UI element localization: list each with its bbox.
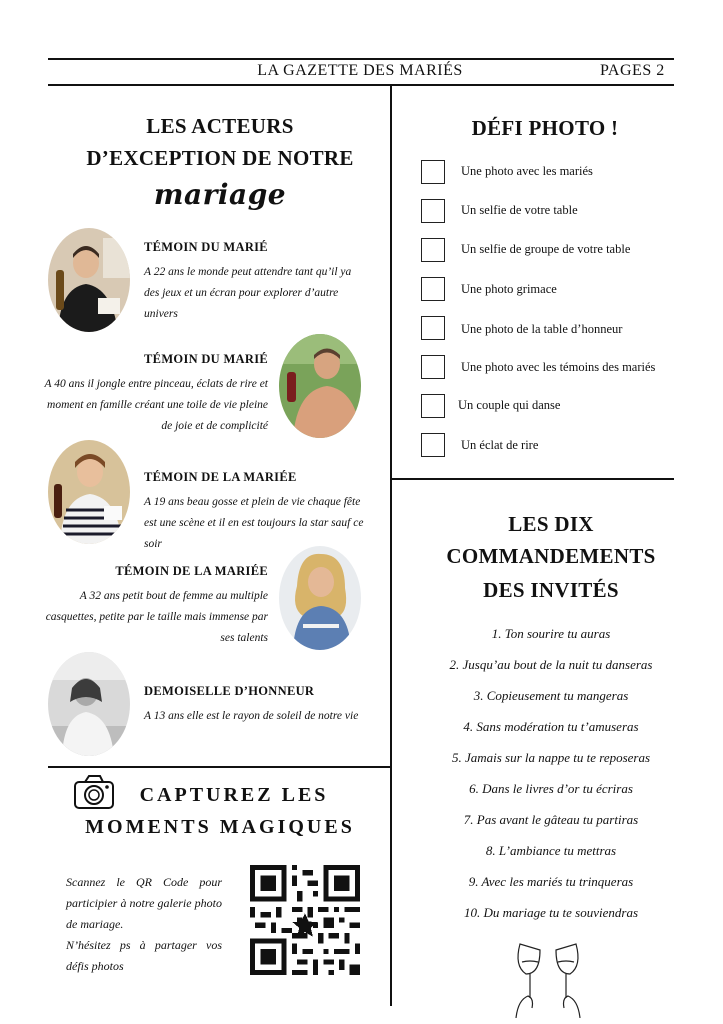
- commandements-title-line1: LES DIX: [508, 512, 594, 536]
- gazette-title: LA GAZETTE DES MARIÉS: [257, 62, 463, 79]
- page-number: PAGES 2: [600, 62, 665, 79]
- desc-line: des jeux et un écran pour explorer d’autre: [144, 287, 339, 299]
- person-role: DEMOISELLE D’HONNEUR: [144, 684, 315, 698]
- column-divider: [390, 86, 392, 1006]
- left-section-divider: [48, 766, 390, 768]
- capture-title-line1: CAPTUREZ LES: [139, 784, 329, 806]
- checkbox-selfie-table[interactable]: [421, 199, 445, 223]
- scan-line: Scannez le QR Code pour participier à notre galerie photo de mariage.: [66, 875, 222, 931]
- commandement-item: 6. Dans le livres d’or tu écriras: [469, 781, 633, 796]
- defi-item: Une photo avec les témoins des mariés: [461, 360, 656, 374]
- photo-temoin-mariee-1: [48, 440, 130, 544]
- desc-line: moment en famille créant une toile de vie pleine: [47, 399, 268, 411]
- header-top-rule: [48, 58, 674, 60]
- desc-line: A 22 ans le monde peut attendre tant qu’il ya: [144, 266, 352, 278]
- checkbox-photo-grimace[interactable]: [421, 277, 445, 301]
- desc-line: soir: [144, 538, 162, 550]
- person-role: TÉMOIN DU MARIÉ: [144, 240, 268, 254]
- scan-instructions: [66, 872, 222, 977]
- desc-line: est une scène et il en est toujours la star sauf ce: [144, 517, 364, 529]
- portrait-icon: [48, 652, 130, 756]
- toast-glasses-icon: [496, 938, 600, 1018]
- defi-item: Une photo de la table d’honneur: [461, 322, 623, 336]
- defi-item: Une photo grimace: [461, 282, 557, 296]
- defi-item: Un selfie de groupe de votre table: [461, 242, 631, 256]
- commandement-item: 10. Du mariage tu te souviendras: [463, 905, 639, 920]
- checkbox-temoins[interactable]: [421, 355, 445, 379]
- portrait-icon: [48, 228, 130, 332]
- desc-line: casquettes, petite par le taille mais immense par: [45, 611, 268, 623]
- commandement-item: 5. Jamais sur la nappe tu te reposeras: [451, 750, 651, 765]
- commandement-item: 1. Ton sourire tu auras: [491, 626, 611, 641]
- header-bottom-rule: [48, 84, 674, 86]
- checkbox-photo-maries[interactable]: [421, 160, 445, 184]
- portrait-icon: [48, 440, 130, 544]
- acteurs-title-line1: LES ACTEURS: [146, 114, 294, 138]
- portrait-icon: [279, 334, 361, 438]
- defi-item: Un couple qui danse: [458, 398, 561, 412]
- desc-line: A 32 ans petit bout de femme au multiple: [79, 590, 268, 602]
- desc-line: ses talents: [220, 632, 268, 644]
- person-role: TÉMOIN DU MARIÉ: [144, 352, 268, 366]
- desc-line: A 19 ans beau gosse et plein de vie chaque fête: [144, 496, 361, 508]
- commandements-title-line3: DES INVITÉS: [483, 578, 619, 602]
- person-desc: [144, 262, 380, 325]
- person-desc: [144, 492, 380, 555]
- acteurs-title-line2: D’EXCEPTION DE NOTRE: [86, 146, 354, 170]
- commandement-item: 2. Jusqu’au bout de la nuit tu danseras: [449, 657, 653, 672]
- defi-item: Un selfie de votre table: [461, 203, 578, 217]
- person-desc: [34, 374, 268, 437]
- photo-temoin-marie-1: [48, 228, 130, 332]
- person-desc: [34, 586, 268, 649]
- commandement-item: 3. Copieusement tu mangeras: [473, 688, 629, 703]
- commandements-title-line2: COMMANDEMENTS: [446, 544, 656, 568]
- checkbox-table-honneur[interactable]: [421, 316, 445, 340]
- photo-demoiselle-honneur: [48, 652, 130, 756]
- person-role: TÉMOIN DE LA MARIÉE: [115, 564, 268, 578]
- commandement-item: 8. L’ambiance tu mettras: [485, 843, 617, 858]
- checkbox-eclat-rire[interactable]: [421, 433, 445, 457]
- defi-item: Une photo avec les mariés: [461, 164, 593, 178]
- commandement-item: 9. Avec les mariés tu trinqueras: [468, 874, 634, 889]
- commandement-item: 7. Pas avant le gâteau tu partiras: [463, 812, 639, 827]
- qr-code-icon: [250, 865, 360, 975]
- commandement-item: 4. Sans modération tu t’amuseras: [463, 719, 639, 734]
- scan-line: N’hésitez ps à partager vos défis photos: [66, 938, 222, 973]
- photo-temoin-marie-2: [279, 334, 361, 438]
- acteurs-title-script: mariage: [153, 178, 287, 211]
- right-section-divider: [392, 478, 674, 480]
- portrait-icon: [279, 546, 361, 650]
- desc-line: A 13 ans elle est le rayon de soleil de notre vie: [144, 710, 359, 722]
- desc-line: univers: [144, 308, 178, 320]
- checkbox-selfie-groupe[interactable]: [421, 238, 445, 262]
- person-desc: [144, 706, 380, 727]
- defi-item: Un éclat de rire: [461, 438, 539, 452]
- qr-code[interactable]: [250, 865, 360, 975]
- checkbox-couple-danse[interactable]: [421, 394, 445, 418]
- desc-line: A 40 ans il jongle entre pinceau, éclats de rire et: [44, 378, 268, 390]
- capture-title-line2: MOMENTS MAGIQUES: [85, 816, 355, 838]
- desc-line: de joie et de complicité: [161, 420, 268, 432]
- defi-title: DÉFI PHOTO !: [471, 116, 619, 140]
- person-role: TÉMOIN DE LA MARIÉE: [144, 470, 297, 484]
- photo-temoin-mariee-2: [279, 546, 361, 650]
